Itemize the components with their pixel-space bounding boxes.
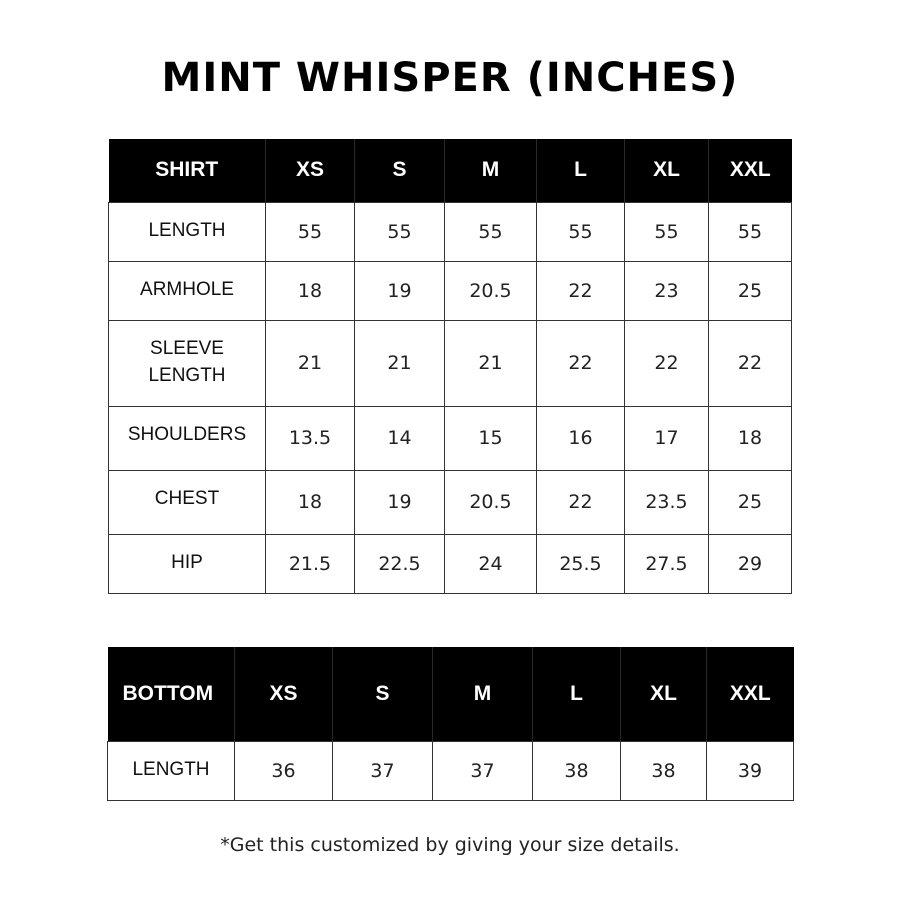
row-label: ARMHOLE [109, 261, 266, 320]
table-cell: 18 [709, 406, 792, 470]
row-label: LENGTH [108, 741, 235, 800]
table-cell: 20.5 [445, 470, 537, 534]
header-row [108, 647, 794, 741]
header-cell-category: BOTTOM [108, 647, 235, 741]
bottom-size-table [107, 647, 794, 801]
table-cell: 29 [709, 534, 792, 593]
table-cell: 22 [537, 261, 625, 320]
table-cell: 25 [709, 261, 792, 320]
table-cell: 55 [445, 202, 537, 261]
table-cell: 21 [266, 320, 355, 406]
table-cell: 16 [537, 406, 625, 470]
table-cell: 22 [709, 320, 792, 406]
table-row [109, 406, 792, 470]
table-cell: 22 [537, 470, 625, 534]
table-cell: 55 [355, 202, 445, 261]
table-cell: 18 [266, 470, 355, 534]
table-cell: 39 [707, 741, 794, 800]
table-row [108, 741, 794, 800]
header-cell-xs: XS [235, 647, 333, 741]
table-cell: 25.5 [537, 534, 625, 593]
table-cell: 23 [625, 261, 709, 320]
table-row [109, 534, 792, 593]
table-cell: 25 [709, 470, 792, 534]
table-cell: 21 [355, 320, 445, 406]
header-cell-l: L [537, 139, 625, 202]
header-cell-xl: XL [621, 647, 707, 741]
table-cell: 18 [266, 261, 355, 320]
table-cell: 22 [625, 320, 709, 406]
table-cell: 23.5 [625, 470, 709, 534]
header-cell-xs: XS [266, 139, 355, 202]
table-cell: 55 [709, 202, 792, 261]
table-cell: 38 [621, 741, 707, 800]
table-cell: 15 [445, 406, 537, 470]
table-cell: 55 [625, 202, 709, 261]
table-row [109, 470, 792, 534]
table-cell: 14 [355, 406, 445, 470]
header-cell-xxl: XXL [709, 139, 792, 202]
table-row [109, 320, 792, 406]
header-cell-xxl: XXL [707, 647, 794, 741]
header-cell-l: L [533, 647, 621, 741]
row-label: LENGTH [109, 202, 266, 261]
table-cell: 20.5 [445, 261, 537, 320]
table-cell: 21 [445, 320, 537, 406]
row-label: CHEST [109, 470, 266, 534]
table-cell: 21.5 [266, 534, 355, 593]
table-cell: 37 [333, 741, 433, 800]
table-cell: 22 [537, 320, 625, 406]
footnote: *Get this customized by giving your size details. [220, 834, 680, 856]
table-cell: 19 [355, 470, 445, 534]
header-cell-s: S [355, 139, 445, 202]
table-cell: 17 [625, 406, 709, 470]
chart-title: MINT WHISPER (INCHES) [161, 55, 739, 101]
table-cell: 37 [433, 741, 533, 800]
table-cell: 38 [533, 741, 621, 800]
table-row [109, 261, 792, 320]
table-cell: 55 [266, 202, 355, 261]
header-cell-s: S [333, 647, 433, 741]
table-cell: 19 [355, 261, 445, 320]
row-label: SHOULDERS [109, 406, 266, 470]
table-cell: 22.5 [355, 534, 445, 593]
table-cell: 13.5 [266, 406, 355, 470]
row-label: SLEEVE LENGTH [109, 320, 266, 406]
header-cell-m: M [445, 139, 537, 202]
header-row [109, 139, 792, 202]
header-cell-category: SHIRT [109, 139, 266, 202]
header-cell-m: M [433, 647, 533, 741]
table-row [109, 202, 792, 261]
table-cell: 24 [445, 534, 537, 593]
header-cell-xl: XL [625, 139, 709, 202]
row-label: HIP [109, 534, 266, 593]
shirt-size-table [108, 139, 792, 594]
table-cell: 27.5 [625, 534, 709, 593]
table-cell: 36 [235, 741, 333, 800]
table-cell: 55 [537, 202, 625, 261]
